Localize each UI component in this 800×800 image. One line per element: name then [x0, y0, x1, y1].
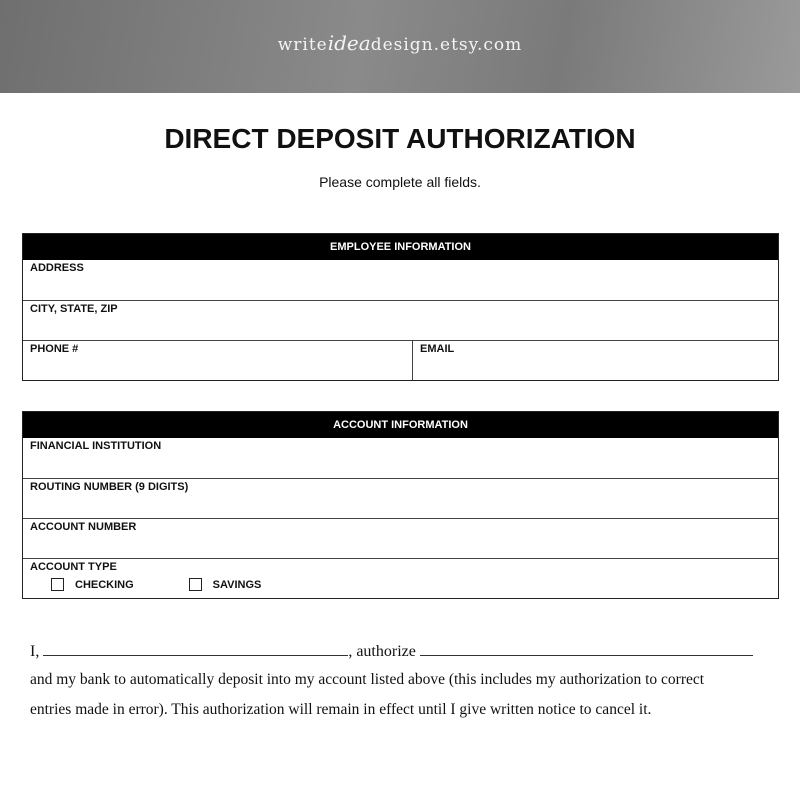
phone-email-row: [23, 340, 778, 380]
institution-row[interactable]: [23, 438, 778, 478]
address-field[interactable]: [23, 260, 778, 300]
page-subtitle: Please complete all fields.: [319, 174, 481, 190]
routing-number-label: ROUTING NUMBER (9 DIGITS): [30, 481, 189, 493]
authorization-line-2: and my bank to automatically deposit into my account listed above (this includes my authorization to correct: [30, 671, 705, 688]
address-label: ADDRESS: [30, 262, 84, 274]
account-number-row[interactable]: [23, 518, 778, 558]
checking-label: CHECKING: [75, 578, 134, 591]
financial-institution-field[interactable]: [23, 438, 778, 478]
routing-number-field[interactable]: [23, 479, 778, 518]
account-type-options: [51, 578, 771, 591]
account-number-field[interactable]: [23, 519, 778, 558]
account-type-label: ACCOUNT TYPE: [30, 561, 117, 573]
account-information-section: [22, 411, 779, 599]
account-type-row: [23, 558, 778, 598]
phone-label: PHONE #: [30, 343, 79, 355]
header-banner: [0, 0, 800, 93]
savings-option[interactable]: [189, 578, 262, 591]
email-label: EMAIL: [420, 343, 455, 355]
page-title: DIRECT DEPOSIT AUTHORIZATION: [164, 123, 636, 154]
brand-suffix: design.etsy.com: [370, 34, 523, 55]
employer-name-blank[interactable]: [420, 641, 753, 656]
financial-institution-label: FINANCIAL INSTITUTION: [30, 440, 162, 452]
brand-prefix: write: [277, 34, 328, 55]
employee-information-section: [22, 233, 779, 381]
account-number-label: ACCOUNT NUMBER: [30, 521, 137, 533]
address-row[interactable]: [23, 260, 778, 300]
authorization-line-3: entries made in error). This authorization will remain in effect until I give written notice to cancel it.: [30, 701, 652, 718]
routing-row[interactable]: [23, 478, 778, 518]
employee-section-header: EMPLOYEE INFORMATION: [23, 234, 778, 260]
checking-option[interactable]: [51, 578, 134, 591]
authorization-line-1: [30, 641, 780, 661]
authorization-prefix: I,: [30, 643, 40, 660]
city-row[interactable]: [23, 300, 778, 340]
city-state-zip-field[interactable]: [23, 301, 778, 340]
savings-checkbox[interactable]: [189, 578, 202, 591]
account-section-header: ACCOUNT INFORMATION: [23, 412, 778, 438]
email-field[interactable]: [413, 341, 778, 380]
phone-field[interactable]: [23, 341, 413, 380]
authorization-middle: , authorize: [348, 643, 416, 660]
checking-checkbox[interactable]: [51, 578, 64, 591]
city-state-zip-label: CITY, STATE, ZIP: [30, 303, 118, 315]
brand-script: idea: [327, 30, 371, 55]
account-type-field: [23, 559, 778, 598]
savings-label: SAVINGS: [212, 578, 262, 591]
brand-logo: [278, 31, 523, 55]
employee-name-blank[interactable]: [43, 641, 348, 656]
